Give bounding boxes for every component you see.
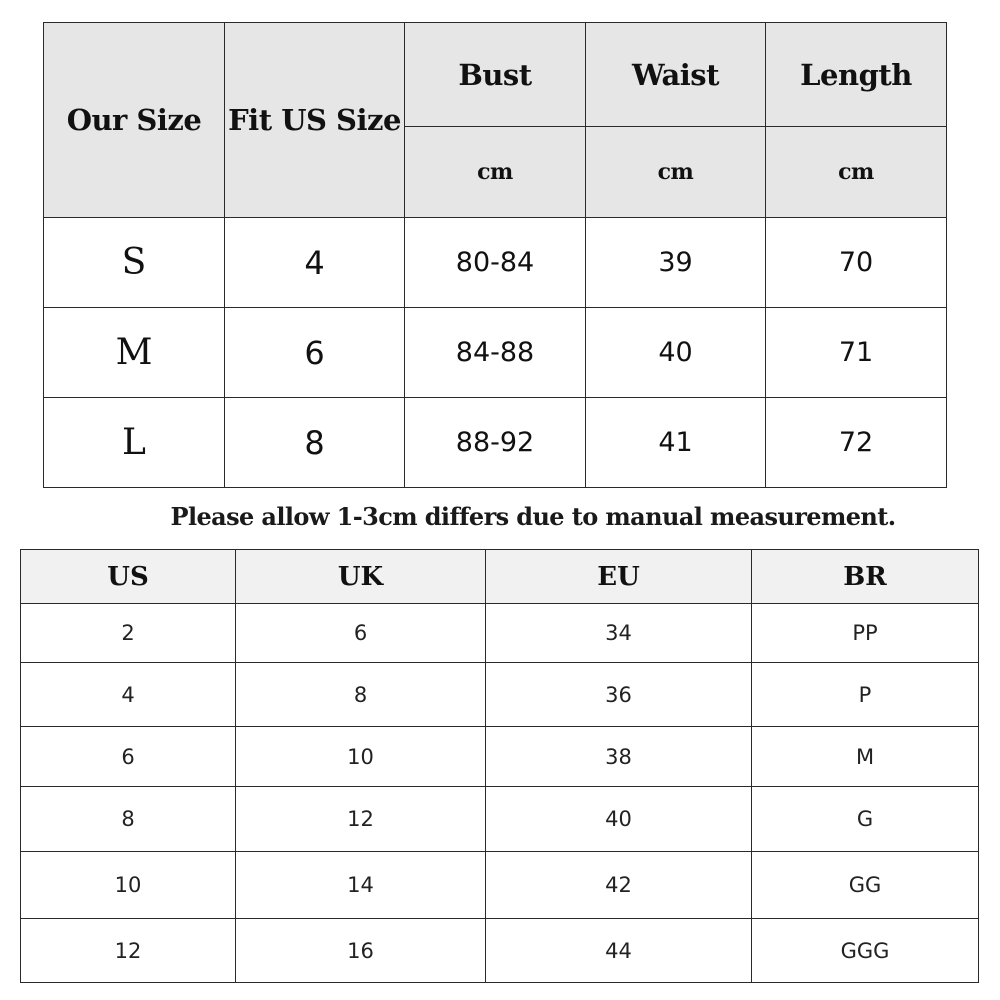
cell-us: 12 <box>21 919 236 983</box>
header-us: US <box>21 550 236 604</box>
cell-length: 70 <box>766 218 947 308</box>
cell-eu: 44 <box>486 919 752 983</box>
cell-uk: 14 <box>236 852 486 919</box>
cell-uk: 8 <box>236 663 486 727</box>
cell-eu: 40 <box>486 787 752 852</box>
size-row-s <box>44 218 947 308</box>
conversion-row <box>21 787 979 852</box>
conversion-row <box>21 663 979 727</box>
cell-uk: 12 <box>236 787 486 852</box>
cell-eu: 36 <box>486 663 752 727</box>
cell-bust: 80-84 <box>405 218 586 308</box>
header-eu: EU <box>486 550 752 604</box>
cell-br: M <box>752 727 979 787</box>
cell-length: 72 <box>766 398 947 488</box>
header-waist-unit: cm <box>586 127 766 218</box>
cell-br: G <box>752 787 979 852</box>
conversion-row <box>21 852 979 919</box>
header-uk: UK <box>236 550 486 604</box>
conversion-row <box>21 727 979 787</box>
cell-fit-us-size: 6 <box>225 308 405 398</box>
cell-us: 8 <box>21 787 236 852</box>
cell-our-size: L <box>44 398 225 488</box>
cell-us: 6 <box>21 727 236 787</box>
conversion-row <box>21 604 979 663</box>
cell-uk: 16 <box>236 919 486 983</box>
cell-eu: 38 <box>486 727 752 787</box>
size-row-l <box>44 398 947 488</box>
conversion-row <box>21 919 979 983</box>
cell-our-size: M <box>44 308 225 398</box>
cell-bust: 88-92 <box>405 398 586 488</box>
header-fit-us-size: Fit US Size <box>225 23 405 218</box>
header-bust: Bust <box>405 23 586 127</box>
header-br: BR <box>752 550 979 604</box>
cell-br: GGG <box>752 919 979 983</box>
cell-uk: 10 <box>236 727 486 787</box>
size-row-m <box>44 308 947 398</box>
cell-bust: 84-88 <box>405 308 586 398</box>
cell-us: 2 <box>21 604 236 663</box>
cell-waist: 39 <box>586 218 766 308</box>
cell-eu: 34 <box>486 604 752 663</box>
cell-fit-us-size: 8 <box>225 398 405 488</box>
cell-br: P <box>752 663 979 727</box>
cell-eu: 42 <box>486 852 752 919</box>
header-waist: Waist <box>586 23 766 127</box>
size-chart-table <box>43 22 947 488</box>
cell-uk: 6 <box>236 604 486 663</box>
cell-br: PP <box>752 604 979 663</box>
cell-us: 10 <box>21 852 236 919</box>
conversion-header-row <box>21 550 979 604</box>
size-conversion-table <box>20 549 979 983</box>
cell-waist: 41 <box>586 398 766 488</box>
cell-us: 4 <box>21 663 236 727</box>
cell-br: GG <box>752 852 979 919</box>
header-our-size: Our Size <box>44 23 225 218</box>
cell-length: 71 <box>766 308 947 398</box>
header-bust-unit: cm <box>405 127 586 218</box>
cell-waist: 40 <box>586 308 766 398</box>
cell-fit-us-size: 4 <box>225 218 405 308</box>
header-length: Length <box>766 23 947 127</box>
measurement-note: Please allow 1-3cm differs due to manual measurement. <box>170 502 896 531</box>
header-length-unit: cm <box>766 127 947 218</box>
cell-our-size: S <box>44 218 225 308</box>
